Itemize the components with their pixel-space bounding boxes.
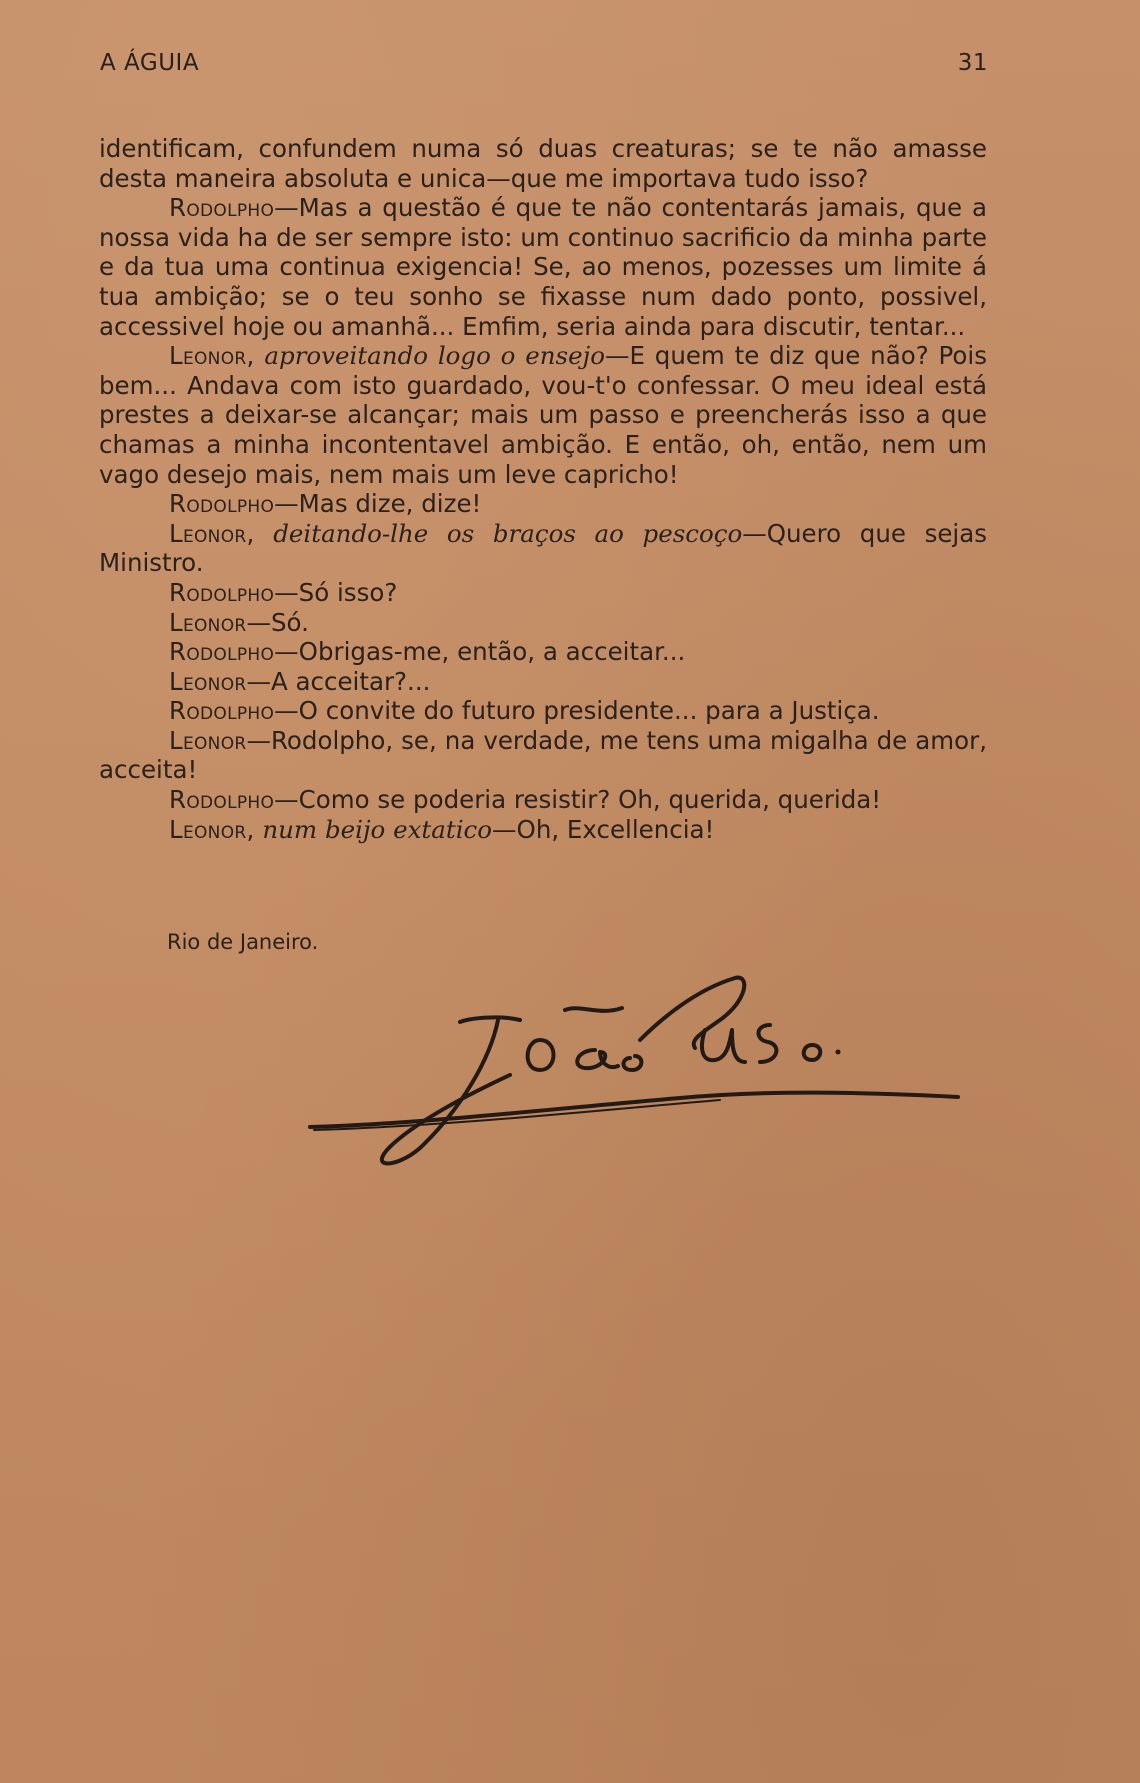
speaker-name: Rodolpho [169,637,275,667]
page-header [100,50,988,86]
dialogue-line [99,341,987,489]
author-signature [300,970,970,1175]
dialogue-line [99,637,987,667]
journal-title: A ÁGUIA [100,50,200,76]
speaker-name: Leonor [169,666,247,696]
dialogue-text [99,134,987,844]
speaker-name: Rodolpho [169,785,275,815]
speech-text: —O convite do futuro presidente... para a Justiça. [274,696,880,726]
speech-text: —Só isso? [274,577,398,607]
speech-text: —Mas a questão é que te não contentarás jamais, que a nossa vida ha de ser sempre isto: um continuo sacrificio da minha parte e da tua uma continua exigencia! Se, ao menos, pozesses um limite á tua ambição; se o teu sonho se fixasse num dado ponto, possivel, accessivel hoje ou amanhã... Emfim, seria ainda para discutir, tentar... [99,193,987,341]
speech-text: —Só. [246,607,309,637]
paragraph-text: identificam, confundem numa só duas creaturas; se te não amasse desta maneira absoluta e unica—que me importava tudo isso? [99,134,987,193]
speaker-name: Rodolpho [169,489,275,519]
speaker-name: Leonor, [169,518,255,548]
speech-text: —Quero que sejas Ministro. [99,518,987,578]
speaker-name: Rodolpho [169,577,275,607]
speech-text: —Obrigas-me, então, a acceitar... [274,637,686,667]
speech-text: —A acceitar?... [246,666,431,696]
dialogue-line [99,815,987,845]
dialogue-line [99,519,987,578]
page-number: 31 [957,50,988,76]
speech-text: —E quem te diz que não? Pois bem... Andava com isto guardado, vou-t'o confessar. O meu ideal está prestes a deixar-se alcançar; mais um passo e preencherás isso a que chamas a minha incontentavel ambição. E então, oh, então, nem um vago desejo mais, nem mais um leve capricho! [99,341,987,489]
speaker-name: Rodolpho [169,696,275,726]
dialogue-line [99,726,987,785]
dialogue-line [99,608,987,638]
stage-direction: aproveitando logo o ensejo [254,341,605,371]
speech-text: —Mas dize, dize! [274,489,482,519]
dialogue-line [99,578,987,608]
dialogue-line [99,667,987,697]
place-line: Rio de Janeiro. [167,930,319,954]
speech-text: —Rodolpho, se, na verdade, me tens uma migalha de amor, acceita! [99,725,987,785]
stage-direction: num beijo extatico [254,814,493,844]
stage-direction: deitando-lhe os braços ao pescoço [254,518,743,548]
dialogue-line [99,489,987,519]
speaker-name: Leonor [169,607,247,637]
speaker-name: Rodolpho [169,193,275,223]
paragraph-continuation [99,134,987,193]
dialogue-line [99,193,987,341]
signature-graphic [300,970,970,1175]
speaker-name: Leonor, [169,814,255,844]
dialogue-line [99,785,987,815]
dialogue-line [99,696,987,726]
speaker-name: Leonor, [169,341,255,371]
speech-text: —Como se poderia resistir? Oh, querida, querida! [274,785,882,815]
speech-text: —Oh, Excellencia! [492,814,715,844]
speaker-name: Leonor [169,725,247,755]
